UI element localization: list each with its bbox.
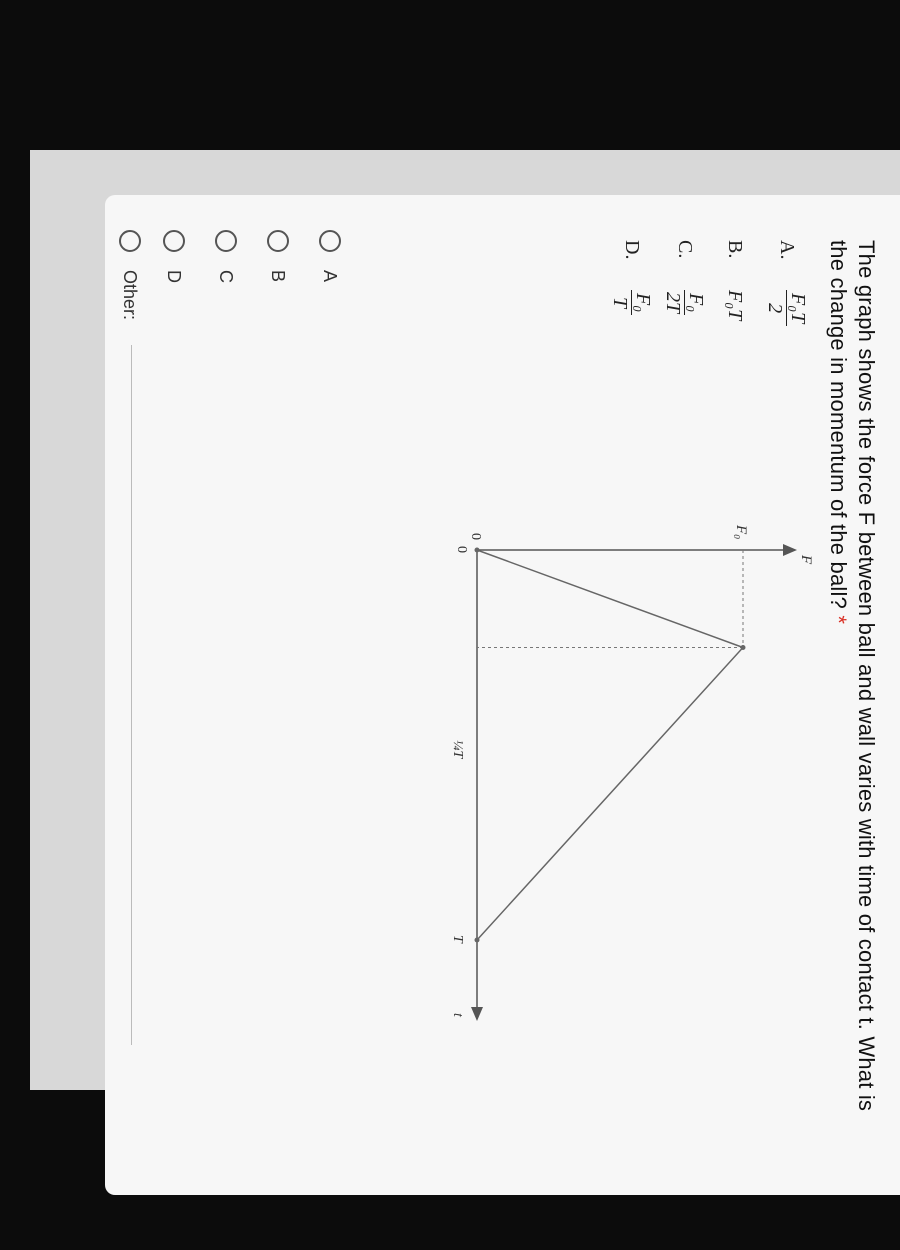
data-point-end [475,938,480,943]
option-label: C [216,270,237,283]
option-c[interactable] [206,230,246,283]
option-label: D [164,270,185,283]
force-curve [477,550,743,940]
origin-x-label: 0 [454,546,469,553]
choice-b-expression: F₀T [724,290,747,321]
option-b[interactable] [258,230,298,282]
monitor-screen [30,150,900,1112]
numerator: F₀ [632,290,655,315]
numerator: F₀ [685,290,708,315]
radio-other[interactable] [119,230,141,252]
choice-letter: C. [674,240,697,259]
numerator: F₀T [787,290,810,326]
choice-letter: D. [621,240,644,260]
rotated-form-view [70,150,900,1250]
option-a[interactable] [310,230,350,282]
y-axis-arrow [783,544,797,556]
option-label: B [268,270,289,283]
peak-time-label: ¼T [450,740,465,759]
option-label: A [320,270,341,283]
choice-letter: A. [776,240,799,260]
data-point-start [475,548,480,553]
radio-a[interactable] [319,230,341,252]
required-asterisk: * [826,615,851,625]
x-axis-arrow [471,1007,483,1021]
question-card [105,195,900,1195]
option-label: Other: [120,270,141,321]
force-time-graph [350,195,900,1195]
denominator: T [609,297,632,309]
x-axis-label: t [450,1013,465,1017]
radio-b[interactable] [267,230,289,252]
choice-letter: B. [724,240,747,259]
denominator: 2T [662,292,685,314]
other-text-input[interactable] [131,345,132,1045]
end-time-label: T [450,935,465,943]
option-d[interactable] [154,230,194,283]
option-other[interactable] [110,230,150,320]
y-axis-label: F [798,555,814,565]
origin-y-label: 0 [468,533,483,540]
radio-d[interactable] [163,230,185,252]
question-prompt: The graph shows the force F between ball and wall varies with time of contact t. What is the change in momentum of the ball? [826,240,879,1112]
data-point-peak [741,645,746,650]
peak-force-label: F₀ [733,525,749,540]
radio-c[interactable] [215,230,237,252]
denominator: 2 [764,303,787,314]
